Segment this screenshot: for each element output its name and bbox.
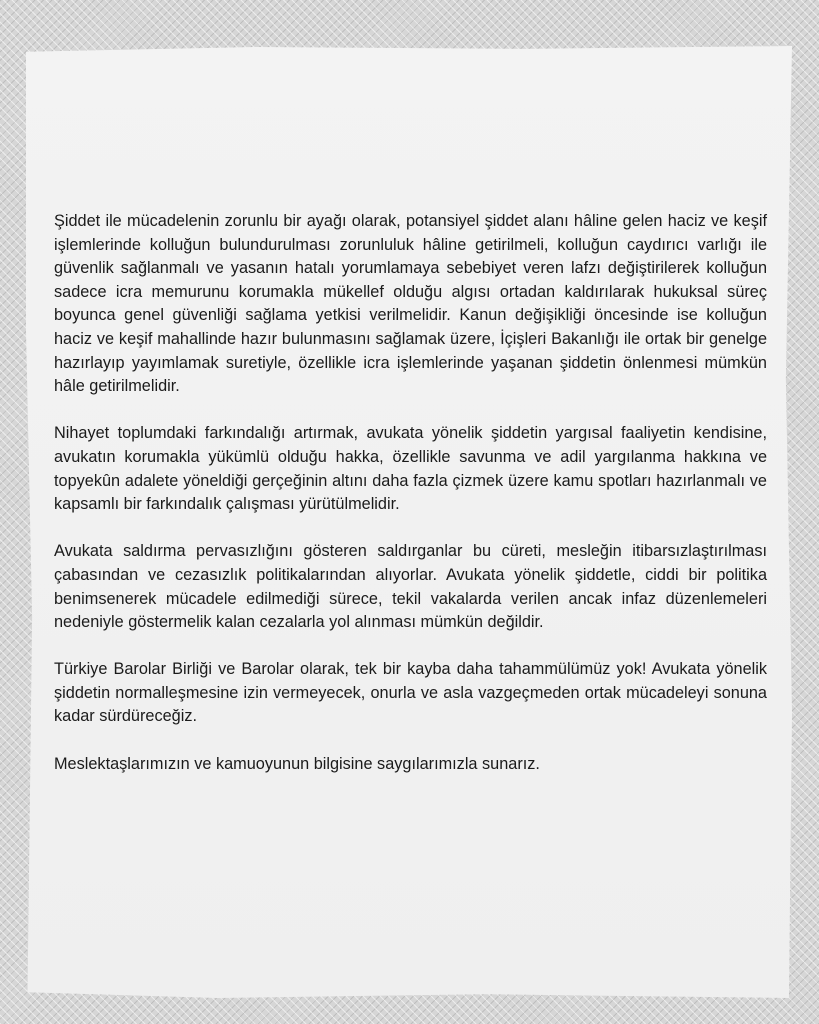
paragraph-awareness: Nihayet toplumdaki farkındalığı artırmak, avukata yönelik şiddetin yargısal faaliyetin kendisine, avukatın korumakla yükümlü olduğu hakka, özellikle savunma ve adil yargılanma hakkına ve topyekûn adalete yöneldiği gerçeğinin altını daha fazla çizmek üzere kamu spotları hazırlanmalı ve kapsamlı bir farkındalık çalışması yürütülmelidir. — [54, 424, 767, 514]
paragraph-police-presence: Şiddet ile mücadelenin zorunlu bir ayağı olarak, potansiyel şiddet alanı hâline gelen haciz ve keşif işlemlerinde kolluğun bulundurulması zorunluluk hâline getirilmeli, kolluğun caydırıcı varlığı ile güvenlik sağlanmalı ve yasanın hatalı yorumlamaya sebebiyet veren lafzı değiştirilerek kolluğun sadece icra memurunu korumakla mükellef olduğu algısı ortadan kaldırılarak hukuksal süreç boyunca genel güvenliği sağlama yetkisi verilmelidir. Kanun değişikliği öncesinde ise kolluğun haciz ve keşif mahallinde hazır bulunmasını sağlamak üzere, İçişleri Bakanlığı ile ortak bir genelge hazırlayıp yayımlamak suretiyle, özellikle icra işlemlerinde yaşanan şiddetin önlenmesi mümkün hâle getirilmelidir. — [54, 212, 767, 396]
paragraph-declaration: Türkiye Barolar Birliği ve Barolar olarak, tek bir kayba daha tahammülümüz yok! Avukata yönelik şiddetin normalleşmesine izin vermeyecek, onurla ve asla vazgeçmeden ortak mücadeleyi sonuna kadar sürdüreceğiz. — [54, 660, 767, 726]
paragraph-closing: Meslektaşlarımızın ve kamuoyunun bilgisine saygılarımızla sunarız. — [54, 754, 540, 773]
paragraph-impunity: Avukata saldırma pervasızlığını gösteren saldırganlar bu cüreti, mesleğin itibarsızlaştırılması çabasından ve cezasızlık politikalarından alıyorlar. Avukata yönelik şiddetle, ciddi bir politika benimsenerek mücadele edilmediği sürece, tekil vakalarda verilen ancak infaz düzenlemeleri nedeniyle göstermelik kalan cezalarla yol alınması mümkün değildir. — [54, 542, 767, 632]
document-body — [54, 210, 767, 800]
